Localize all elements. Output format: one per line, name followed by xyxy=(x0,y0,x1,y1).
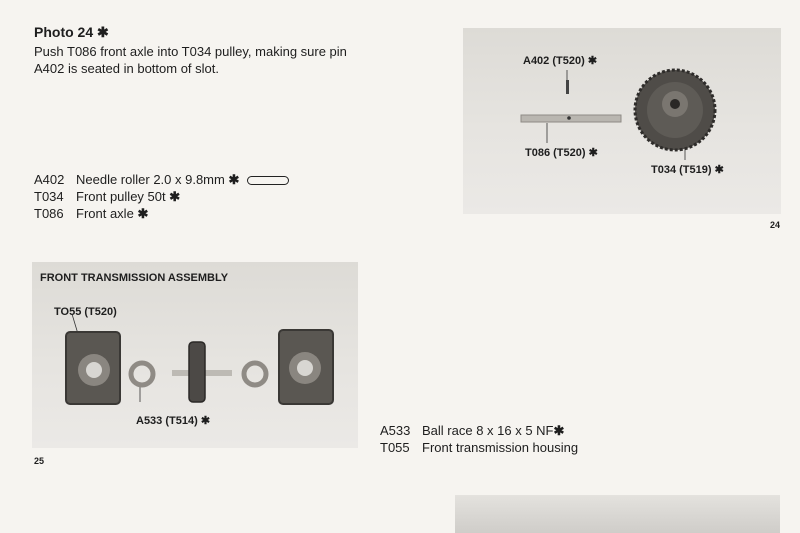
ball-race-right-shape xyxy=(244,363,266,385)
photo-24-image xyxy=(463,28,781,214)
photo-24-title: Photo 24 xyxy=(34,24,94,40)
needle-roller-icon xyxy=(247,176,289,185)
photo-24-illustration xyxy=(463,28,781,214)
ball-race-left-shape xyxy=(131,363,153,385)
star-mark: ✱ xyxy=(97,24,109,40)
list-item: A402 Needle roller 2.0 x 9.8mm ✱ xyxy=(34,171,289,188)
page-number-25: 25 xyxy=(34,456,45,466)
instruction-line-2: A402 is seated in bottom of slot. xyxy=(34,61,219,76)
label-housing: TO55 (T520) xyxy=(54,306,117,318)
list-item: T086 Front axle ✱ xyxy=(34,206,149,221)
photo-24-parts-list xyxy=(34,171,289,222)
axle-shape xyxy=(521,115,621,122)
next-photo-edge xyxy=(455,495,780,533)
label-pulley: T034 (T519) ✱ xyxy=(651,164,724,176)
photo-24-instruction xyxy=(34,43,347,77)
axle-hole xyxy=(567,116,571,120)
photo-24-heading xyxy=(34,24,109,41)
left-housing-bore xyxy=(86,362,102,378)
pulley-bore xyxy=(670,99,680,109)
label-axle: T086 (T520) ✱ xyxy=(525,147,598,159)
pin-shape xyxy=(566,80,569,94)
assembly-parts-list xyxy=(380,422,578,456)
right-housing-bore xyxy=(297,360,313,376)
list-item: T034 Front pulley 50t ✱ xyxy=(34,189,181,204)
list-item: A533 Ball race 8 x 16 x 5 NF✱ xyxy=(380,423,565,438)
assembly-title: FRONT TRANSMISSION ASSEMBLY xyxy=(40,272,229,284)
photo-25-image xyxy=(32,262,358,448)
instruction-line-1: Push T086 front axle into T034 pulley, making sure pin xyxy=(34,44,347,59)
label-pin: A402 (T520) ✱ xyxy=(523,55,598,67)
pulley-side-shape xyxy=(189,342,205,402)
page-number-24: 24 xyxy=(770,220,781,230)
label-ball-race: A533 (T514) ✱ xyxy=(136,415,211,427)
list-item: T055 Front transmission housing xyxy=(380,440,579,455)
